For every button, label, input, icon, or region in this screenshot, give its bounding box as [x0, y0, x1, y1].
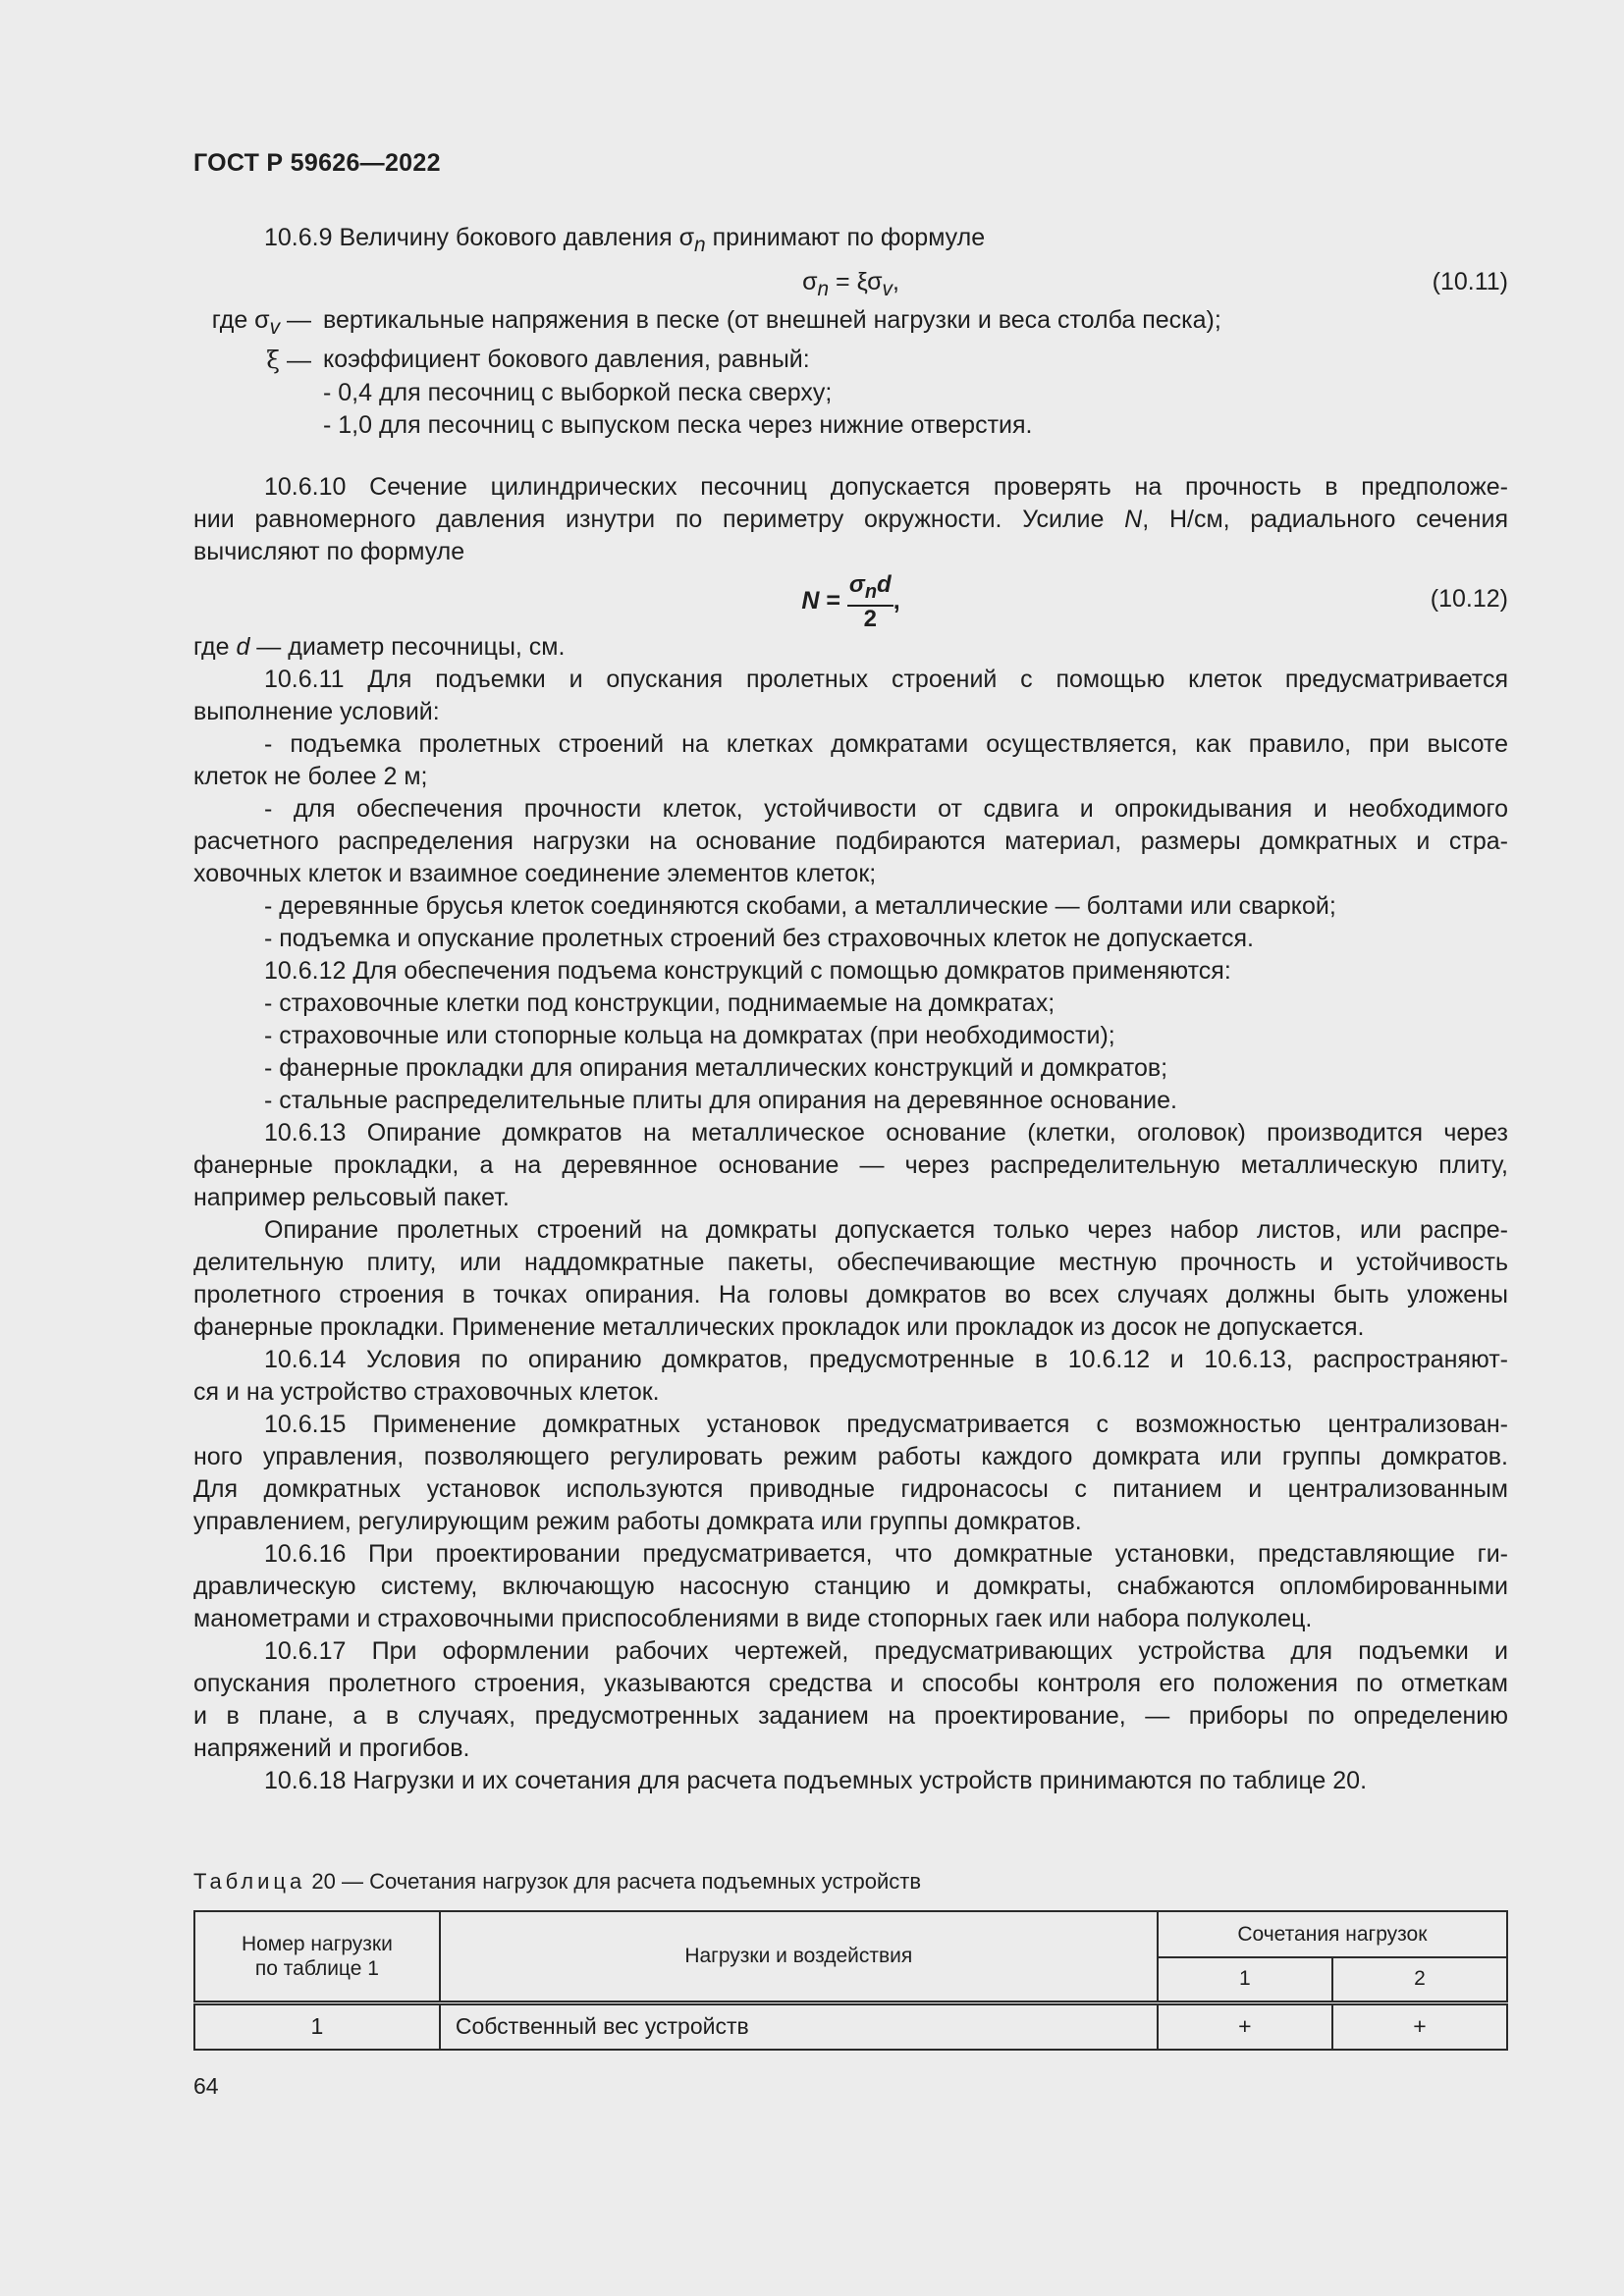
- page-content: [193, 222, 1508, 1797]
- formula-10-12: N = $\frac{\sigma_nd}{2}$ , (10.12): [801, 571, 1508, 632]
- text-line: - страховочные клетки под конструкции, поднимаемые на домкратах;: [264, 989, 1056, 1017]
- text-line: дравлическую систему, включающую насосную станцию и домкраты, снабжаются опломбированными: [193, 1573, 1508, 1600]
- text-line: 10.6.18 Нагрузки и их сочетания для расчета подъемных устройств принимаются по таблице 20.: [264, 1767, 1368, 1794]
- text-line: пролетного строения в точках опирания. На головы домкратов во всех случаях должны быть уложены: [193, 1281, 1508, 1308]
- text-line: - фанерные прокладки для опирания металлических конструкций и домкратов;: [264, 1054, 1168, 1082]
- text-line: - страховочные или стопорные кольца на домкратах (при необходимости);: [264, 1022, 1115, 1049]
- text-line: - для обеспечения прочности клеток, устойчивости от сдвига и опрокидывания и необходимого: [264, 795, 1508, 823]
- text-line: напряжений и прогибов.: [193, 1735, 470, 1762]
- header-combination-1: 1: [1158, 1957, 1332, 2002]
- page-number: 64: [193, 2073, 219, 2099]
- text-line: - деревянные брусья клеток соединяются скобами, а металлические — болтами или сваркой;: [264, 892, 1336, 920]
- text-line: ховочных клеток и взаимное соединение элементов клеток;: [193, 860, 877, 887]
- body-text: [193, 664, 1508, 1797]
- paragraph-10-6-9: 10.6.9 Величину бокового давления $\sigma_n$ принимают по формуле: [264, 224, 986, 256]
- text-line: 10.6.16 При проектировании предусматривается, что домкратные установки, представляющие ги-: [264, 1540, 1508, 1568]
- text-line: например рельсовый пакет.: [193, 1184, 510, 1211]
- text-line: 10.6.11 Для подъемки и опускания пролетных строений с помощью клеток предусматривается: [264, 666, 1508, 693]
- formula-legend-d: где d — диаметр песочницы, см.: [193, 633, 566, 661]
- header-load-number: Номер нагрузки по таблице 1: [194, 1911, 440, 2002]
- text-line: расчетного распределения нагрузки на основание подбираются материал, размеры домкратных и стра-: [193, 828, 1508, 855]
- text-line: 10.6.14 Условия по опиранию домкратов, предусмотренные в 10.6.12 и 10.6.13, распространяют-: [264, 1346, 1508, 1373]
- text-line: Для домкратных установок используются приводные гидронасосы с питанием и централизованным: [193, 1475, 1508, 1503]
- text-line: ного управления, позволяющего регулировать режим работы каждого домкрата или группы домкратов.: [193, 1443, 1508, 1470]
- list-item: - 0,4 для песочниц с выборкой песка сверху;: [323, 379, 833, 406]
- text-line: 10.6.13 Опирание домкратов на металлическое основание (клетки, оголовок) производится через: [264, 1119, 1508, 1147]
- text-line: делительную плиту, или наддомкратные пакеты, обеспечивающие местную прочность и устойчивость: [193, 1249, 1508, 1276]
- document-header: ГОСТ Р 59626—2022: [193, 149, 441, 177]
- text-line: Опирание пролетных строений на домкраты допускается только через набор листов, или распре-: [264, 1216, 1508, 1244]
- table-caption: Таблица 20 — Сочетания нагрузок для расчета подъемных устройств: [193, 1869, 922, 1894]
- text-line: 10.6.15 Применение домкратных установок предусматривается с возможностью централизован-: [264, 1411, 1508, 1438]
- formula-number: (10.12): [1430, 585, 1508, 613]
- header-loads: Нагрузки и воздействия: [440, 1911, 1158, 2002]
- formula-legend: где $\sigma_v$ — вертикальные напряжения в песке (от внешней нагрузки и веса столба песка); ξ — коэффициент бокового давления, равный:: [211, 306, 1221, 374]
- text-line: - стальные распределительные плиты для опирания на деревянное основание.: [264, 1087, 1177, 1114]
- table-row: 1 Собственный вес устройств + +: [194, 2002, 1507, 2050]
- text-line: фанерные прокладки, а на деревянное основание — через распределительную металлическую плиту,: [193, 1151, 1508, 1179]
- formula-10-11: $\sigma_n = \xi\sigma_v$, (10.11): [802, 268, 1508, 300]
- formula-number: (10.11): [1432, 268, 1508, 295]
- text-line: управлением, регулирующим режим работы домкрата или группы домкратов.: [193, 1508, 1082, 1535]
- text-line: 10.6.17 При оформлении рабочих чертежей, предусматривающих устройства для подъемки и: [264, 1637, 1508, 1665]
- text-line: выполнение условий:: [193, 698, 440, 725]
- paragraph-10-6-10: 10.6.10 Сечение цилиндрических песочниц допускается проверять на прочность в предположе- нии равномерного давления изнутри по периметру окружности. Усилие N, Н/см, радиального сечения вычисляют по формуле: [193, 473, 1508, 565]
- text-line: - подъемка и опускание пролетных строений без страховочных клеток не допускается.: [264, 925, 1254, 952]
- header-combinations: Сочетания нагрузок: [1158, 1911, 1507, 1957]
- text-line: клеток не более 2 м;: [193, 763, 428, 790]
- loads-table: [193, 1910, 1508, 2051]
- text-line: - подъемка пролетных строений на клетках домкратами осуществляется, как правило, при высоте: [264, 730, 1508, 758]
- text-line: манометрами и страховочными приспособлениями в виде стопорных гаек или набора полуколец.: [193, 1605, 1313, 1632]
- text-line: фанерные прокладки. Применение металлических прокладок или прокладок из досок не допускается.: [193, 1313, 1365, 1341]
- list-item: - 1,0 для песочниц с выпуском песка через нижние отверстия.: [323, 411, 1033, 439]
- header-combination-2: 2: [1332, 1957, 1507, 2002]
- text-line: и в плане, а в случаях, предусмотренных заданием на проектирование, — приборы по определению: [193, 1702, 1508, 1730]
- text-line: опускания пролетного строения, указываются средства и способы контроля его положения по отметкам: [193, 1670, 1508, 1697]
- text-line: ся и на устройство страховочных клеток.: [193, 1378, 660, 1406]
- text-line: 10.6.12 Для обеспечения подъема конструкций с помощью домкратов применяются:: [264, 957, 1231, 985]
